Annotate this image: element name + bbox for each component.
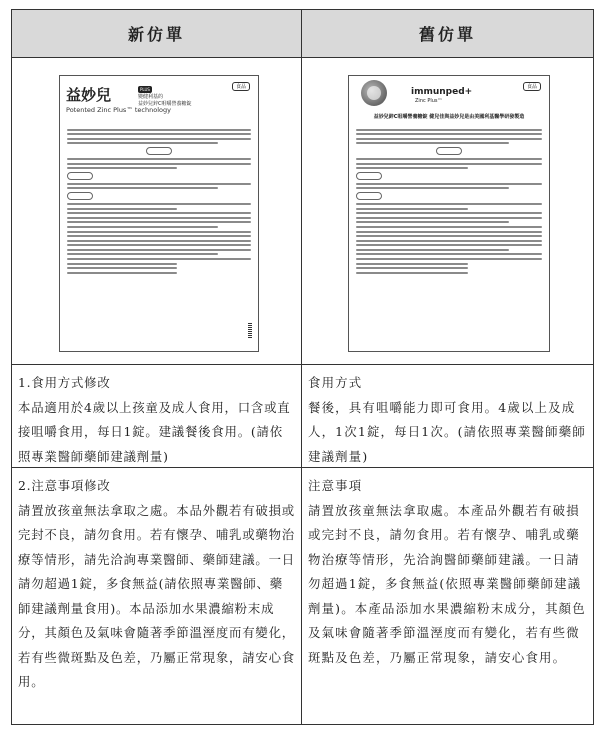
row1-old-body: 餐後，具有咀嚼能力即可食用。4歲以上及成人，1次1錠，每日1次。(請依照專業醫師藥師建議劑量) xyxy=(308,399,586,464)
new-label-cell xyxy=(12,58,302,364)
table-row xyxy=(12,468,593,724)
old-label-sub: Zinc Plus™ xyxy=(415,98,443,104)
new-label-food-tag: 食品 xyxy=(232,82,250,91)
new-label-line1: 變健利基的 xyxy=(138,94,164,100)
new-label-right-text xyxy=(138,86,192,108)
new-label-technology: Potented Zinc Plus™ technology xyxy=(66,106,171,114)
new-label-fine-print xyxy=(60,129,258,274)
row2-new-cell xyxy=(12,468,302,724)
table-header-row xyxy=(12,10,593,58)
old-product-label-image xyxy=(348,75,550,352)
new-label-product-name: 益妙兒 xyxy=(66,86,112,104)
table-row xyxy=(12,365,593,468)
row2-old-body: 請置放孩童無法拿取處。本產品外觀若有破損或完封不良，請勿食用。若有懷孕、哺乳或藥物治療等情形，先洽詢醫師藥師建議。一日請勿超過1錠，多食無益(依照專業醫師藥師建議劑量)。本產品添加水果濃縮粉末成分，其顏色及氣味會隨著季節溫溼度而有變化，若有些微斑點及色差，乃屬正常現象，請安心食用。 xyxy=(308,502,586,665)
new-product-label-image xyxy=(59,75,259,352)
new-label-line2: 益妙兒鋅C咀嚼營養糖錠 xyxy=(138,101,192,107)
comparison-table xyxy=(11,9,594,725)
header-new-label: 新仿單 xyxy=(12,10,302,57)
old-label-product-name: immunped+ xyxy=(411,87,473,97)
row1-new-title: 1.食用方式修改 xyxy=(18,375,111,390)
row2-old-cell xyxy=(302,468,593,724)
old-label-fine-print xyxy=(349,129,549,274)
row1-new-body: 本品適用於4歲以上孩童及成人食用，口含或直接咀嚼食用，每日1錠。建議餐後食用。(請依照專業醫師藥師建議劑量) xyxy=(18,399,291,464)
row2-old-title: 注意事項 xyxy=(308,478,363,493)
new-label-barcode xyxy=(248,323,252,339)
old-label-cell xyxy=(302,58,593,364)
row1-old-title: 食用方式 xyxy=(308,375,363,390)
row2-new-body: 請置放孩童無法拿取之處。本品外觀若有破損或完封不良，請勿食用。若有懷孕、哺乳或藥物治療等情形，請先洽詢專業醫師、藥師建議。一日請勿超過1錠，多食無益(請依照專業醫師、藥師建議劑量食用)。本品添加水果濃縮粉末成分，其顏色及氣味會隨著季節溫溼度而有變化，若有些微斑點及色差，乃屬正常現象，請安心食用。 xyxy=(18,502,296,689)
old-label-brand-line: 益妙兒鋅C咀嚼營養糖錠 健兒佳與益妙兒是由美國利基醫學研發製造 xyxy=(373,114,525,120)
new-label-plus-badge: PLUS xyxy=(140,87,150,92)
row2-new-title: 2.注意事項修改 xyxy=(18,478,111,493)
old-label-logo-icon xyxy=(361,80,387,106)
old-label-food-tag: 食品 xyxy=(523,82,541,91)
row1-new-cell xyxy=(12,365,302,467)
row1-old-cell xyxy=(302,365,593,467)
header-old-label: 舊仿單 xyxy=(418,25,476,44)
label-image-row xyxy=(12,58,593,365)
